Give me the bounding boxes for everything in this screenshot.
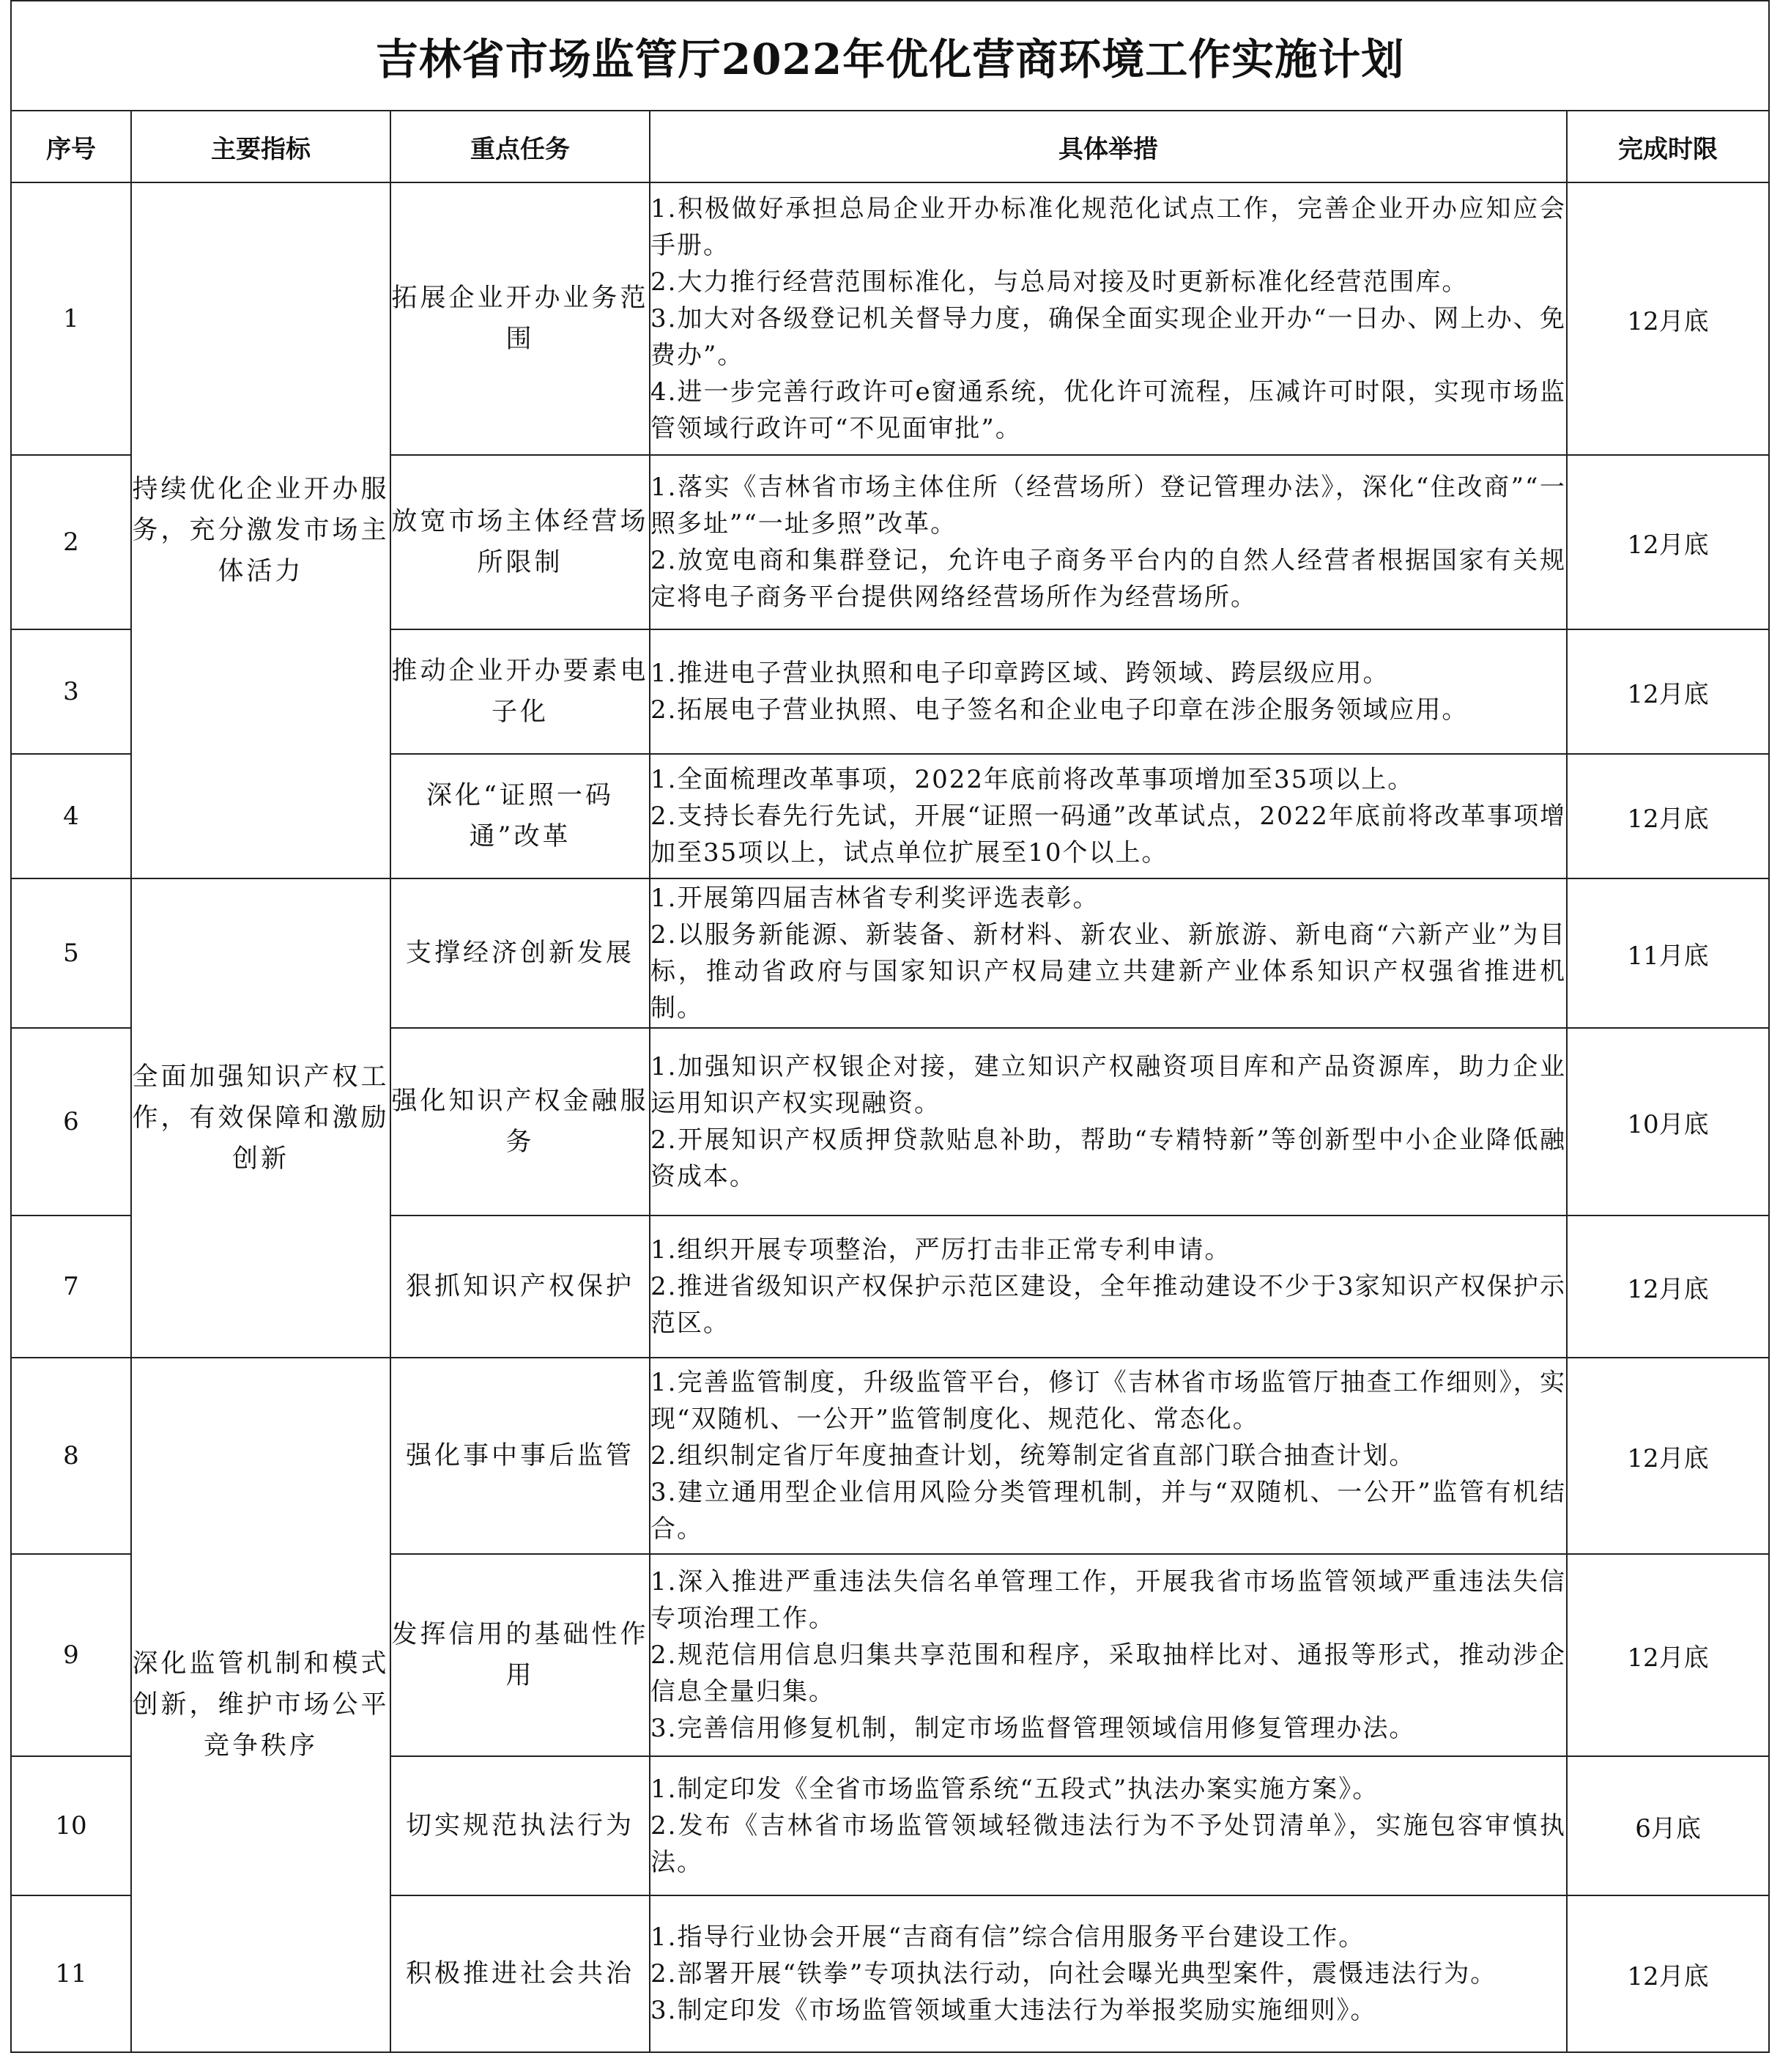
- measure-item: 3.完善信用修复机制，制定市场监督管理领域信用修复管理办法。: [650, 1714, 1416, 1743]
- table-row: [11, 878, 1769, 1028]
- measure-item: 1.指导行业协会开展“吉商有信”综合信用服务平台建设工作。: [650, 1923, 1365, 1952]
- measures-cell: [650, 455, 1567, 629]
- table-header-row: [11, 111, 1769, 182]
- measure-item: 1.积极做好承担总局企业开办标准化规范化试点工作，完善企业开办应知应会手册。: [650, 194, 1566, 260]
- measure-item: 1.全面梳理改革事项，2022年底前将改革事项增加至35项以上。: [650, 765, 1414, 794]
- task-cell: 深化“证照一码通”改革: [390, 754, 650, 878]
- measures-cell: [650, 1216, 1567, 1358]
- row-number: 10: [11, 1756, 131, 1895]
- measure-item: 2.规范信用信息归集共享范围和程序，采取抽样比对、通报等形式，推动涉企信息全量归集。: [650, 1640, 1566, 1706]
- indicator-cell: 持续优化企业开办服务，充分激发市场主体活力: [131, 182, 390, 878]
- task-cell: 推动企业开办要素电子化: [390, 629, 650, 754]
- measure-item: 2.部署开展“铁拳”专项执法行动，向社会曝光典型案件，震慑违法行为。: [650, 1959, 1497, 1988]
- row-number: 9: [11, 1554, 131, 1756]
- row-number: 8: [11, 1358, 131, 1554]
- plan-table: [10, 0, 1770, 2053]
- row-number: 1: [11, 182, 131, 455]
- deadline-cell: 12月底: [1567, 455, 1769, 629]
- deadline-cell: 12月底: [1567, 182, 1769, 455]
- measure-item: 2.拓展电子营业执照、电子签名和企业电子印章在涉企服务领域应用。: [650, 695, 1469, 725]
- header-measures: 具体举措: [650, 111, 1567, 182]
- row-number: 4: [11, 754, 131, 878]
- header-task: 重点任务: [390, 111, 650, 182]
- measures-cell: [650, 1756, 1567, 1895]
- measures-cell: [650, 629, 1567, 754]
- task-cell: 强化知识产权金融服务: [390, 1028, 650, 1216]
- task-cell: 切实规范执法行为: [390, 1756, 650, 1895]
- deadline-cell: 10月底: [1567, 1028, 1769, 1216]
- row-number: 2: [11, 455, 131, 629]
- page-title: 吉林省市场监管厅2022年优化营商环境工作实施计划: [11, 1, 1769, 111]
- deadline-cell: 12月底: [1567, 1216, 1769, 1358]
- measure-item: 3.制定印发《市场监管领域重大违法行为举报奖励实施细则》。: [650, 1996, 1377, 2025]
- measures-cell: [650, 182, 1567, 455]
- row-number: 5: [11, 878, 131, 1028]
- task-cell: 积极推进社会共治: [390, 1895, 650, 2052]
- measure-item: 1.完善监管制度，升级监管平台，修订《吉林省市场监管厅抽查工作细则》，实现“双随机、一公开”监管制度化、规范化、常态化。: [650, 1368, 1566, 1434]
- measures-cell: [650, 1554, 1567, 1756]
- table-row: [11, 182, 1769, 455]
- measure-item: 2.推进省级知识产权保护示范区建设，全年推动建设不少于3家知识产权保护示范区。: [650, 1272, 1566, 1338]
- measure-item: 2.大力推行经营范围标准化，与总局对接及时更新标准化经营范围库。: [650, 267, 1469, 297]
- measure-item: 2.放宽电商和集群登记，允许电子商务平台内的自然人经营者根据国家有关规定将电子商务平台提供网络经营场所作为经营场所。: [650, 546, 1566, 612]
- task-cell: 狠抓知识产权保护: [390, 1216, 650, 1358]
- row-number: 11: [11, 1895, 131, 2052]
- measures-cell: [650, 1358, 1567, 1554]
- task-cell: 支撑经济创新发展: [390, 878, 650, 1028]
- deadline-cell: 11月底: [1567, 878, 1769, 1028]
- measure-item: 1.开展第四届吉林省专利奖评选表彰。: [650, 884, 1099, 913]
- measure-item: 2.支持长春先行先试，开展“证照一码通”改革试点，2022年底前将改革事项增加至35项以上，试点单位扩展至10个以上。: [650, 802, 1566, 867]
- measure-item: 2.开展知识产权质押贷款贴息补助，帮助“专精特新”等创新型中小企业降低融资成本。: [650, 1125, 1566, 1191]
- table-row: [11, 1358, 1769, 1554]
- row-number: 3: [11, 629, 131, 754]
- deadline-cell: 6月底: [1567, 1756, 1769, 1895]
- task-cell: 拓展企业开办业务范围: [390, 182, 650, 455]
- row-number: 7: [11, 1216, 131, 1358]
- measure-item: 1.推进电子营业执照和电子印章跨区域、跨领域、跨层级应用。: [650, 659, 1390, 688]
- measure-item: 1.落实《吉林省市场主体住所（经营场所）登记管理办法》，深化“住改商”“一照多址”“一址多照”改革。: [650, 473, 1566, 539]
- task-cell: 放宽市场主体经营场所限制: [390, 455, 650, 629]
- deadline-cell: 12月底: [1567, 754, 1769, 878]
- plan-document: [10, 0, 1768, 2060]
- measures-cell: [650, 754, 1567, 878]
- indicator-cell: 深化监管机制和模式创新，维护市场公平竞争秩序: [131, 1358, 390, 2052]
- row-number: 6: [11, 1028, 131, 1216]
- header-indicator: 主要指标: [131, 111, 390, 182]
- measure-item: 4.进一步完善行政许可e窗通系统，优化许可流程，压减许可时限，实现市场监管领域行政许可“不见面审批”。: [650, 377, 1566, 443]
- indicator-cell: 全面加强知识产权工作，有效保障和激励创新: [131, 878, 390, 1358]
- measure-item: 2.发布《吉林省市场监管领域轻微违法行为不予处罚清单》，实施包容审慎执法。: [650, 1811, 1566, 1877]
- measures-cell: [650, 1028, 1567, 1216]
- measure-item: 3.加大对各级登记机关督导力度，确保全面实现企业开办“一日办、网上办、免费办”。: [650, 304, 1566, 370]
- measure-item: 1.深入推进严重违法失信名单管理工作，开展我省市场监管领域严重违法失信专项治理工作。: [650, 1567, 1566, 1633]
- task-cell: 发挥信用的基础性作用: [390, 1554, 650, 1756]
- measures-cell: [650, 1895, 1567, 2052]
- measure-item: 2.以服务新能源、新装备、新材料、新农业、新旅游、新电商“六新产业”为目标，推动省政府与国家知识产权局建立共建新产业体系知识产权强省推进机制。: [650, 920, 1566, 1023]
- measure-item: 1.制定印发《全省市场监管系统“五段式”执法办案实施方案》。: [650, 1775, 1379, 1804]
- deadline-cell: 12月底: [1567, 629, 1769, 754]
- header-no: 序号: [11, 111, 131, 182]
- measure-item: 3.建立通用型企业信用风险分类管理机制，并与“双随机、一公开”监管有机结合。: [650, 1478, 1566, 1544]
- task-cell: 强化事中事后监管: [390, 1358, 650, 1554]
- deadline-cell: 12月底: [1567, 1358, 1769, 1554]
- measure-item: 2.组织制定省厅年度抽查计划，统筹制定省直部门联合抽查计划。: [650, 1441, 1416, 1470]
- measures-cell: [650, 878, 1567, 1028]
- measure-item: 1.加强知识产权银企对接，建立知识产权融资项目库和产品资源库，助力企业运用知识产权实现融资。: [650, 1052, 1566, 1118]
- measure-item: 1.组织开展专项整治，严厉打击非正常专利申请。: [650, 1235, 1231, 1265]
- deadline-cell: 12月底: [1567, 1895, 1769, 2052]
- header-deadline: 完成时限: [1567, 111, 1769, 182]
- deadline-cell: 12月底: [1567, 1554, 1769, 1756]
